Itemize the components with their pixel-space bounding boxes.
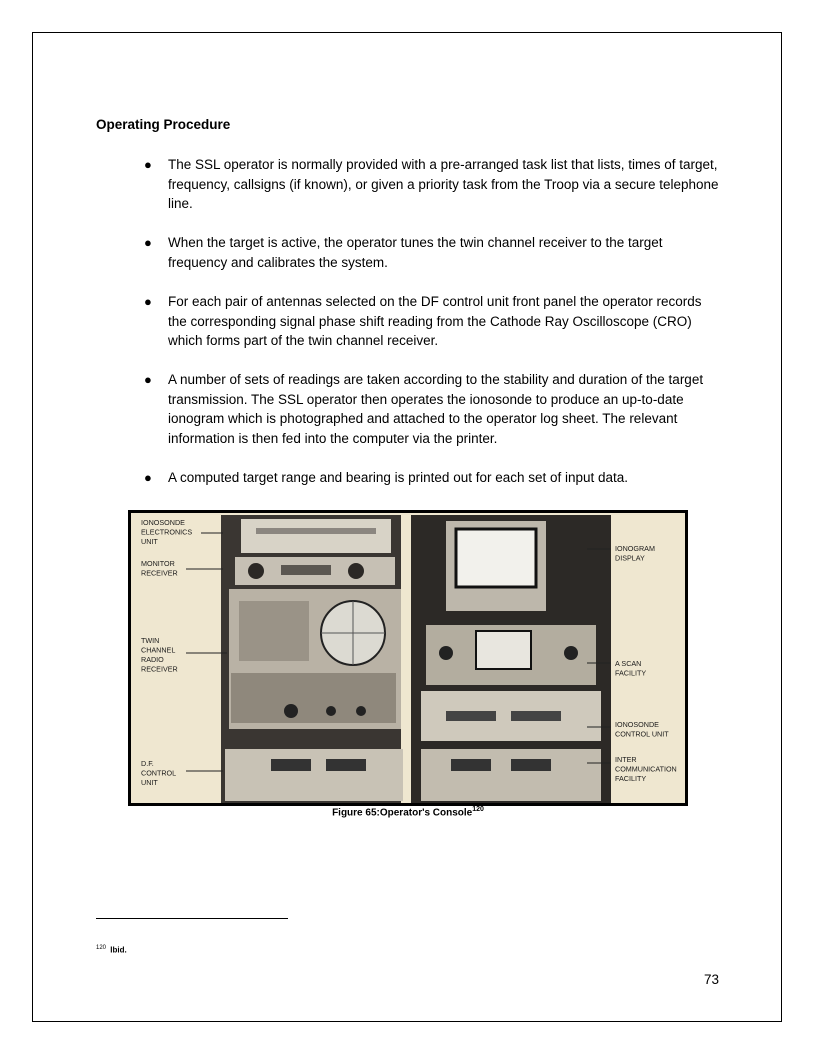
list-item-text: When the target is active, the operator tunes the twin channel receiver to the target frequency and calibrates the system. [168, 235, 663, 270]
list-item-text: For each pair of antennas selected on the DF control unit front panel the operator records the corresponding signal phase shift reading from the Cathode Ray Oscilloscope (CRO) which forms part of the twin channel receiver. [168, 293, 702, 349]
operator-console-photo [128, 510, 688, 806]
figure-caption-text: Figure 65:Operator's Console [332, 807, 473, 819]
section-heading: Operating Procedure [96, 117, 231, 132]
photo-label-line: COMMUNICATION [615, 764, 677, 774]
list-item-text: A number of sets of readings are taken according to the stability and duration of the target transmission. The SSL operator then operates the ionosonde to produce an up-to-date ionogram which is photographed and attached to the operator log sheet. The relevant information is then fed into the computer via the printer. [168, 372, 704, 447]
footnote-text: Ibid. [110, 945, 127, 955]
photo-label-line: IONOGRAM [615, 544, 655, 553]
bullet-icon: ● [144, 372, 152, 388]
photo-label-line: FACILITY [615, 668, 647, 678]
bullet-icon: ● [144, 157, 152, 172]
list-item [142, 155, 722, 214]
photo-label-line: MONITOR [141, 559, 175, 568]
photo-label-line: DISPLAY [615, 553, 645, 563]
footnote [96, 945, 127, 955]
photo-label-line: CONTROL UNIT [615, 729, 669, 739]
photo-label-line: RECEIVER [141, 664, 178, 674]
photo-label-line: A SCAN [615, 659, 642, 668]
photo-label-line: RECEIVER [141, 568, 178, 578]
photo-label-line: INTER [615, 755, 637, 764]
bullet-icon: ● [144, 235, 152, 251]
photo-label-line: FACILITY [615, 774, 647, 783]
figure-caption-ref: 120 [472, 806, 484, 813]
photo-label-line: ELECTRONICS [141, 527, 193, 537]
list-item [142, 468, 722, 488]
list-item-text: The SSL operator is normally provided with a pre-arranged task list that lists, times of target, frequency, callsigns (if known), or given a priority task from the Troop via a secure telephone line. [168, 157, 719, 212]
photo-label-line: CHANNEL [141, 645, 176, 655]
figure-caption [0, 806, 816, 818]
photo-label-line: UNIT [141, 537, 158, 546]
photo-label-line: IONOSONDE [615, 720, 659, 729]
bullet-icon: ● [144, 470, 152, 486]
list-item-text: A computed target range and bearing is printed out for each set of input data. [168, 470, 629, 486]
list-item [142, 292, 722, 351]
photo-label-line: D.F. [141, 759, 154, 768]
photo-label-monitor-receiver [141, 559, 178, 578]
console-illustration [131, 513, 685, 803]
list-item [142, 233, 722, 272]
photo-label-line: TWIN [141, 636, 160, 645]
photo-label-line: IONOSONDE [141, 518, 185, 527]
procedure-list [142, 155, 722, 507]
footnote-ref: 120 [96, 945, 107, 951]
photo-label-line: RADIO [141, 655, 164, 664]
bullet-icon: ● [144, 293, 152, 309]
footnote-separator [96, 918, 288, 919]
page-number: 73 [704, 972, 720, 987]
photo-label-line: UNIT [141, 778, 158, 787]
list-item [142, 370, 722, 448]
photo-label-line: CONTROL [141, 768, 177, 778]
